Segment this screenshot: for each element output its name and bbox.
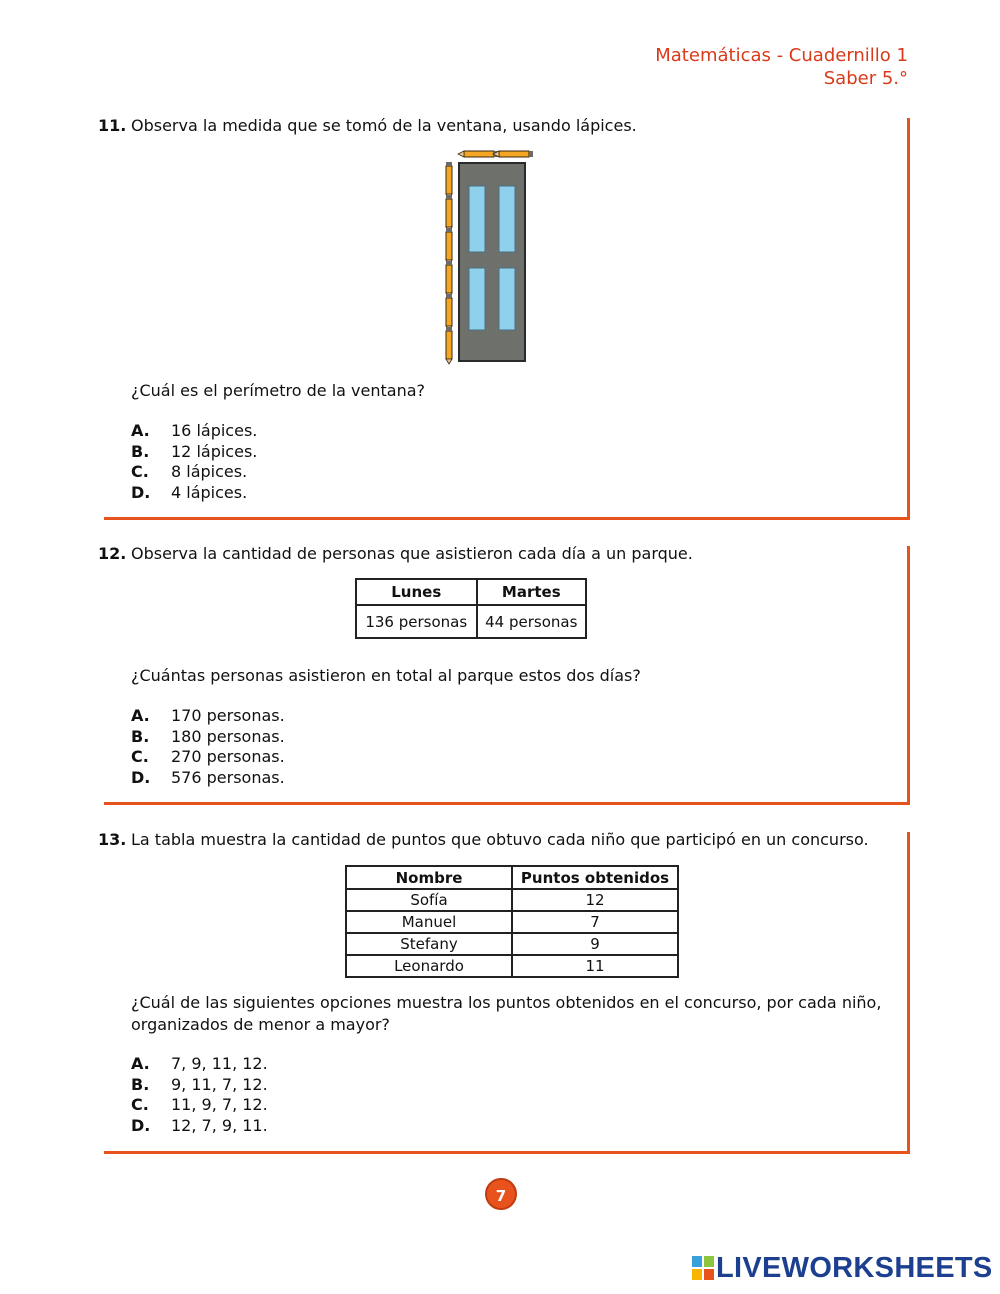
liveworksheets-logo-text: LIVEWORKSHEETS bbox=[716, 1251, 993, 1284]
table-cell: 9 bbox=[512, 933, 678, 955]
q11-option-a[interactable]: A. 16 lápices. bbox=[131, 421, 258, 440]
table-cell: Sofía bbox=[346, 889, 512, 911]
q11-number: 11. bbox=[98, 116, 127, 135]
q11-prompt: ¿Cuál es el perímetro de la ventana? bbox=[131, 381, 425, 400]
window-pencils-figure bbox=[440, 146, 540, 368]
page-header bbox=[655, 44, 908, 90]
q11-border-bottom bbox=[104, 517, 910, 520]
table-cell: 136 personas bbox=[356, 605, 477, 638]
pencil-icon bbox=[446, 195, 452, 232]
q13-option-b[interactable]: B. 9, 11, 7, 12. bbox=[131, 1074, 268, 1094]
q12-border-right bbox=[907, 546, 910, 805]
q11-option-d[interactable]: D. 4 lápices. bbox=[131, 482, 248, 502]
liveworksheets-logo-icon bbox=[692, 1256, 714, 1280]
q12-number: 12. bbox=[98, 544, 127, 563]
q11-option-c[interactable]: C. 8 lápices. bbox=[131, 462, 248, 481]
q11-option-b[interactable]: B. 12 lápices. bbox=[131, 441, 258, 461]
q13-border-right bbox=[907, 832, 910, 1154]
table-header: Nombre bbox=[346, 866, 512, 889]
q13-number: 13. bbox=[98, 830, 127, 849]
pencil-icon bbox=[493, 151, 533, 157]
liveworksheets-logo[interactable] bbox=[692, 1253, 993, 1283]
pencil-icon bbox=[458, 151, 498, 157]
q12-option-d[interactable]: D. 576 personas. bbox=[131, 767, 285, 787]
page-number-badge: 7 bbox=[485, 1178, 517, 1210]
q11-text: Observa la medida que se tomó de la ventana, usando lápices. bbox=[131, 116, 637, 135]
q13-text: La tabla muestra la cantidad de puntos que obtuvo cada niño que participó en un concurso. bbox=[131, 830, 869, 849]
table-header: Puntos obtenidos bbox=[512, 866, 678, 889]
pencil-icon bbox=[446, 261, 452, 298]
pencil-icon bbox=[446, 294, 452, 331]
table-cell: 44 personas bbox=[477, 605, 586, 638]
q13-option-a[interactable]: A. 7, 9, 11, 12. bbox=[131, 1054, 268, 1073]
header-level: Saber 5.° bbox=[823, 68, 908, 89]
q12-option-b[interactable]: B. 180 personas. bbox=[131, 726, 285, 746]
q11-options bbox=[131, 421, 257, 503]
table-header: Lunes bbox=[356, 579, 477, 605]
q12-option-a[interactable]: A. 170 personas. bbox=[131, 706, 285, 725]
pencil-icon bbox=[446, 228, 452, 265]
table-cell: Stefany bbox=[346, 933, 512, 955]
q12-prompt: ¿Cuántas personas asistieron en total al parque estos dos días? bbox=[131, 666, 641, 685]
q12-text: Observa la cantidad de personas que asistieron cada día a un parque. bbox=[131, 544, 693, 563]
q12-option-c[interactable]: C. 270 personas. bbox=[131, 747, 285, 766]
q13-prompt: ¿Cuál de las siguientes opciones muestra los puntos obtenidos en el concurso, por cada niño, organizados de menor a mayor? bbox=[131, 993, 882, 1034]
q13-border-bottom bbox=[104, 1151, 910, 1154]
q12-border-bottom bbox=[104, 802, 910, 805]
table-header: Martes bbox=[477, 579, 586, 605]
table-cell: 7 bbox=[512, 911, 678, 933]
table-cell: 12 bbox=[512, 889, 678, 911]
q13-points-table bbox=[345, 865, 679, 978]
q12-options bbox=[131, 706, 285, 788]
table-cell: Manuel bbox=[346, 911, 512, 933]
pencil-icon bbox=[446, 327, 452, 364]
q12-attendance-table bbox=[355, 578, 587, 639]
q13-option-d[interactable]: D. 12, 7, 9, 11. bbox=[131, 1115, 268, 1135]
header-subject: Matemáticas - Cuadernillo 1 bbox=[655, 45, 908, 66]
q13-option-c[interactable]: C. 11, 9, 7, 12. bbox=[131, 1095, 268, 1114]
table-cell: Leonardo bbox=[346, 955, 512, 977]
pencil-icon bbox=[446, 162, 452, 199]
q13-options bbox=[131, 1054, 268, 1136]
table-cell: 11 bbox=[512, 955, 678, 977]
q11-border-right bbox=[907, 118, 910, 520]
